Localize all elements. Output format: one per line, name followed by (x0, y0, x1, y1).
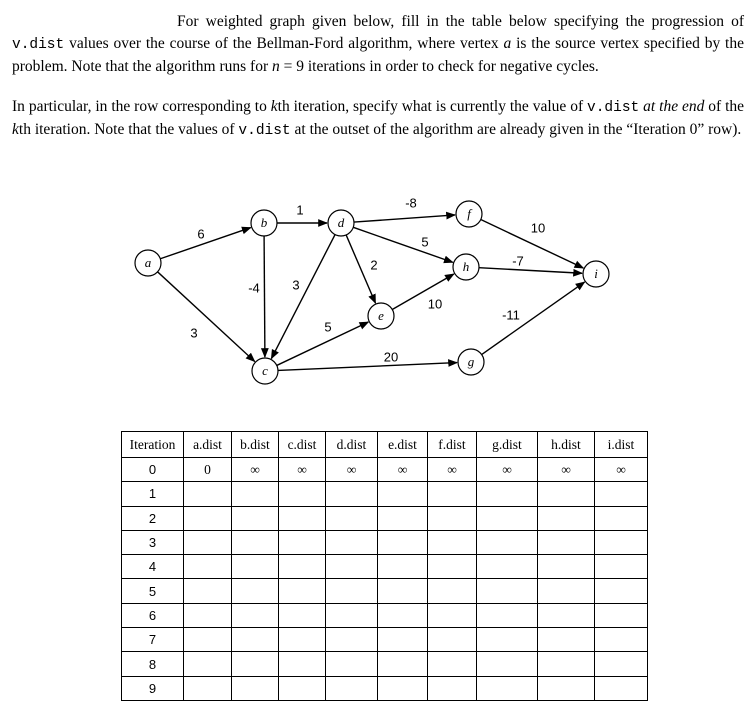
table-cell[interactable] (326, 555, 378, 579)
table-cell: ∞ (428, 458, 477, 482)
p2-text-2: th iteration, specify what is currently the value of (277, 98, 584, 115)
edge-weight-d-f: -8 (405, 195, 417, 211)
table-cell[interactable] (538, 676, 595, 700)
table-cell[interactable] (428, 652, 477, 676)
progression-table (121, 431, 648, 701)
table-cell[interactable] (279, 555, 326, 579)
table-cell[interactable] (232, 579, 279, 603)
table-cell[interactable] (477, 482, 538, 506)
table-cell[interactable] (595, 530, 648, 554)
edge-weight-f-i: 10 (530, 220, 546, 236)
table-cell[interactable] (595, 652, 648, 676)
table-cell[interactable] (595, 579, 648, 603)
edge-weight-a-b: 6 (197, 226, 205, 242)
table-cell[interactable] (477, 603, 538, 627)
iteration-number: 4 (122, 555, 184, 579)
table-cell: ∞ (232, 458, 279, 482)
table-cell[interactable] (232, 628, 279, 652)
node-label-c: c (262, 362, 268, 378)
table-cell[interactable] (538, 628, 595, 652)
table-row (122, 506, 648, 530)
table-cell[interactable] (326, 530, 378, 554)
table-cell[interactable] (279, 506, 326, 530)
node-label-i: i (594, 265, 598, 281)
edge-weight-b-c: -4 (248, 280, 260, 296)
table-cell[interactable] (184, 555, 232, 579)
table-cell[interactable] (595, 555, 648, 579)
table-cell[interactable] (378, 676, 428, 700)
edge-weight-d-e: 2 (370, 257, 378, 273)
column-header-h-dist: h.dist (538, 432, 595, 458)
column-header-i-dist: i.dist (595, 432, 648, 458)
table-cell[interactable] (184, 579, 232, 603)
iteration-number: 7 (122, 628, 184, 652)
table-cell[interactable] (279, 482, 326, 506)
table-cell[interactable] (595, 676, 648, 700)
iteration-number: 3 (122, 530, 184, 554)
table-row (122, 652, 648, 676)
node-label-e: e (378, 307, 384, 323)
iteration-number: 0 (122, 458, 184, 482)
table-cell[interactable] (232, 555, 279, 579)
edge-g-i (482, 282, 585, 354)
table-cell[interactable] (378, 482, 428, 506)
table-cell[interactable] (232, 676, 279, 700)
table-cell[interactable] (428, 579, 477, 603)
column-header-d-dist: d.dist (326, 432, 378, 458)
table-cell[interactable] (184, 652, 232, 676)
p1-text-2: values over the course of the Bellman-Ford algorithm, where vertex (69, 35, 499, 52)
table-cell[interactable] (279, 579, 326, 603)
table-cell[interactable] (595, 506, 648, 530)
column-header-iteration: Iteration (122, 432, 184, 458)
table-cell[interactable] (378, 652, 428, 676)
column-header-g-dist: g.dist (477, 432, 538, 458)
table-cell[interactable] (184, 603, 232, 627)
table-cell[interactable] (595, 603, 648, 627)
iteration-number: 6 (122, 603, 184, 627)
node-label-g: g (467, 353, 475, 369)
table-cell[interactable] (184, 676, 232, 700)
table-cell: ∞ (378, 458, 428, 482)
node-label-d: d (337, 214, 345, 230)
table-cell[interactable] (477, 628, 538, 652)
table-row (122, 458, 648, 482)
p2-emphasis: at the end (643, 98, 705, 115)
table-cell[interactable] (477, 652, 538, 676)
table-header-row (122, 432, 648, 458)
column-header-b-dist: b.dist (232, 432, 279, 458)
table-cell[interactable] (538, 579, 595, 603)
edge-weight-a-c: 3 (190, 325, 198, 341)
table-cell[interactable] (595, 482, 648, 506)
table-cell[interactable] (326, 482, 378, 506)
table-cell[interactable] (538, 506, 595, 530)
edge-d-c (271, 235, 335, 359)
table-cell[interactable] (477, 555, 538, 579)
edge-h-i (479, 268, 582, 274)
table-cell[interactable] (378, 603, 428, 627)
p2-text-3: of the (708, 98, 745, 115)
column-header-a-dist: a.dist (184, 432, 232, 458)
edge-e-h (392, 274, 454, 310)
table-cell[interactable] (538, 530, 595, 554)
p2-var-k1: k (270, 98, 278, 115)
table-cell[interactable] (184, 482, 232, 506)
table-cell[interactable] (279, 628, 326, 652)
iteration-number: 1 (122, 482, 184, 506)
edge-a-c (158, 272, 255, 362)
table-cell[interactable] (477, 530, 538, 554)
table-cell[interactable] (595, 628, 648, 652)
table-cell[interactable] (232, 603, 279, 627)
table-cell: ∞ (279, 458, 326, 482)
table-cell[interactable] (477, 676, 538, 700)
edge-weight-g-i: -11 (502, 307, 520, 323)
table-cell[interactable] (232, 506, 279, 530)
edge-weight-d-c: 3 (292, 277, 300, 293)
edge-weight-d-h: 5 (421, 234, 429, 250)
table-cell[interactable] (232, 482, 279, 506)
p1-code: v.dist (12, 37, 65, 53)
p1-text-1: For weighted graph given below, fill in the table below specifying the progression of (177, 13, 744, 30)
column-header-f-dist: f.dist (428, 432, 477, 458)
node-label-f: f (467, 205, 471, 221)
table-cell[interactable] (279, 530, 326, 554)
table-cell[interactable] (378, 628, 428, 652)
p2-code-1: v.dist (587, 100, 640, 116)
table-cell[interactable] (326, 506, 378, 530)
table-cell[interactable] (477, 506, 538, 530)
edge-b-c (264, 236, 265, 357)
p1-text-3: is the source vertex specified by the problem. Note that the algorithm runs for (12, 35, 744, 75)
edge-d-f (354, 215, 455, 222)
table-cell[interactable] (184, 628, 232, 652)
node-label-a: a (144, 254, 152, 270)
table-cell: 0 (184, 458, 232, 482)
table-cell[interactable] (378, 530, 428, 554)
table-cell[interactable] (378, 506, 428, 530)
table-cell[interactable] (428, 506, 477, 530)
table-cell[interactable] (232, 530, 279, 554)
edge-a-b (160, 228, 250, 259)
iteration-number: 9 (122, 676, 184, 700)
table-cell[interactable] (279, 676, 326, 700)
table-cell[interactable] (378, 579, 428, 603)
table-cell: ∞ (477, 458, 538, 482)
table-cell[interactable] (477, 579, 538, 603)
table-cell[interactable] (184, 530, 232, 554)
table-row (122, 530, 648, 554)
table-cell[interactable] (326, 652, 378, 676)
p2-text-4: th iteration. Note that the values of (18, 121, 235, 138)
edge-weight-b-d: 1 (296, 202, 304, 218)
table-cell[interactable] (428, 676, 477, 700)
p2-var-k2: k (12, 121, 19, 138)
table-cell[interactable] (428, 530, 477, 554)
iteration-number: 8 (122, 652, 184, 676)
table-cell[interactable] (428, 555, 477, 579)
edge-weight-h-i: -7 (512, 253, 524, 269)
table-cell[interactable] (538, 652, 595, 676)
edge-weight-c-e: 5 (324, 319, 332, 335)
p2-text-5: at the outset of the algorithm are already given in the “Iteration 0” row). (294, 121, 742, 138)
table-cell[interactable] (378, 555, 428, 579)
table-cell[interactable] (326, 603, 378, 627)
table-cell: ∞ (326, 458, 378, 482)
table-cell[interactable] (232, 652, 279, 676)
p2-code-2: v.dist (238, 123, 291, 139)
table-cell[interactable] (326, 676, 378, 700)
edge-c-e (277, 322, 369, 365)
table-cell[interactable] (279, 603, 326, 627)
p1-var-a: a (503, 35, 512, 52)
table-cell[interactable] (326, 628, 378, 652)
node-label-b: b (260, 214, 268, 230)
table-cell[interactable] (428, 603, 477, 627)
edge-d-h (353, 227, 453, 262)
p1-text-4: = 9 iterations in order to check for negative cycles. (283, 58, 599, 75)
node-label-h: h (462, 258, 470, 274)
table-cell[interactable] (538, 603, 595, 627)
table-cell[interactable] (326, 579, 378, 603)
p1-var-n: n (272, 58, 280, 75)
table-row (122, 676, 648, 700)
edge-c-g (278, 363, 457, 371)
table-row (122, 482, 648, 506)
table-row (122, 555, 648, 579)
edge-weight-e-h: 10 (427, 296, 443, 312)
table-cell: ∞ (595, 458, 648, 482)
table-cell[interactable] (538, 555, 595, 579)
table-cell[interactable] (538, 482, 595, 506)
table-cell[interactable] (279, 652, 326, 676)
table-row (122, 579, 648, 603)
table-row (122, 628, 648, 652)
table-cell[interactable] (428, 628, 477, 652)
iteration-number: 5 (122, 579, 184, 603)
column-header-e-dist: e.dist (378, 432, 428, 458)
table-cell[interactable] (428, 482, 477, 506)
p2-text-1: In particular, in the row corresponding to (12, 98, 267, 115)
table-row (122, 603, 648, 627)
table-cell[interactable] (184, 506, 232, 530)
iteration-number: 2 (122, 506, 184, 530)
table-cell: ∞ (538, 458, 595, 482)
column-header-c-dist: c.dist (279, 432, 326, 458)
edge-weight-c-g: 20 (383, 349, 399, 365)
